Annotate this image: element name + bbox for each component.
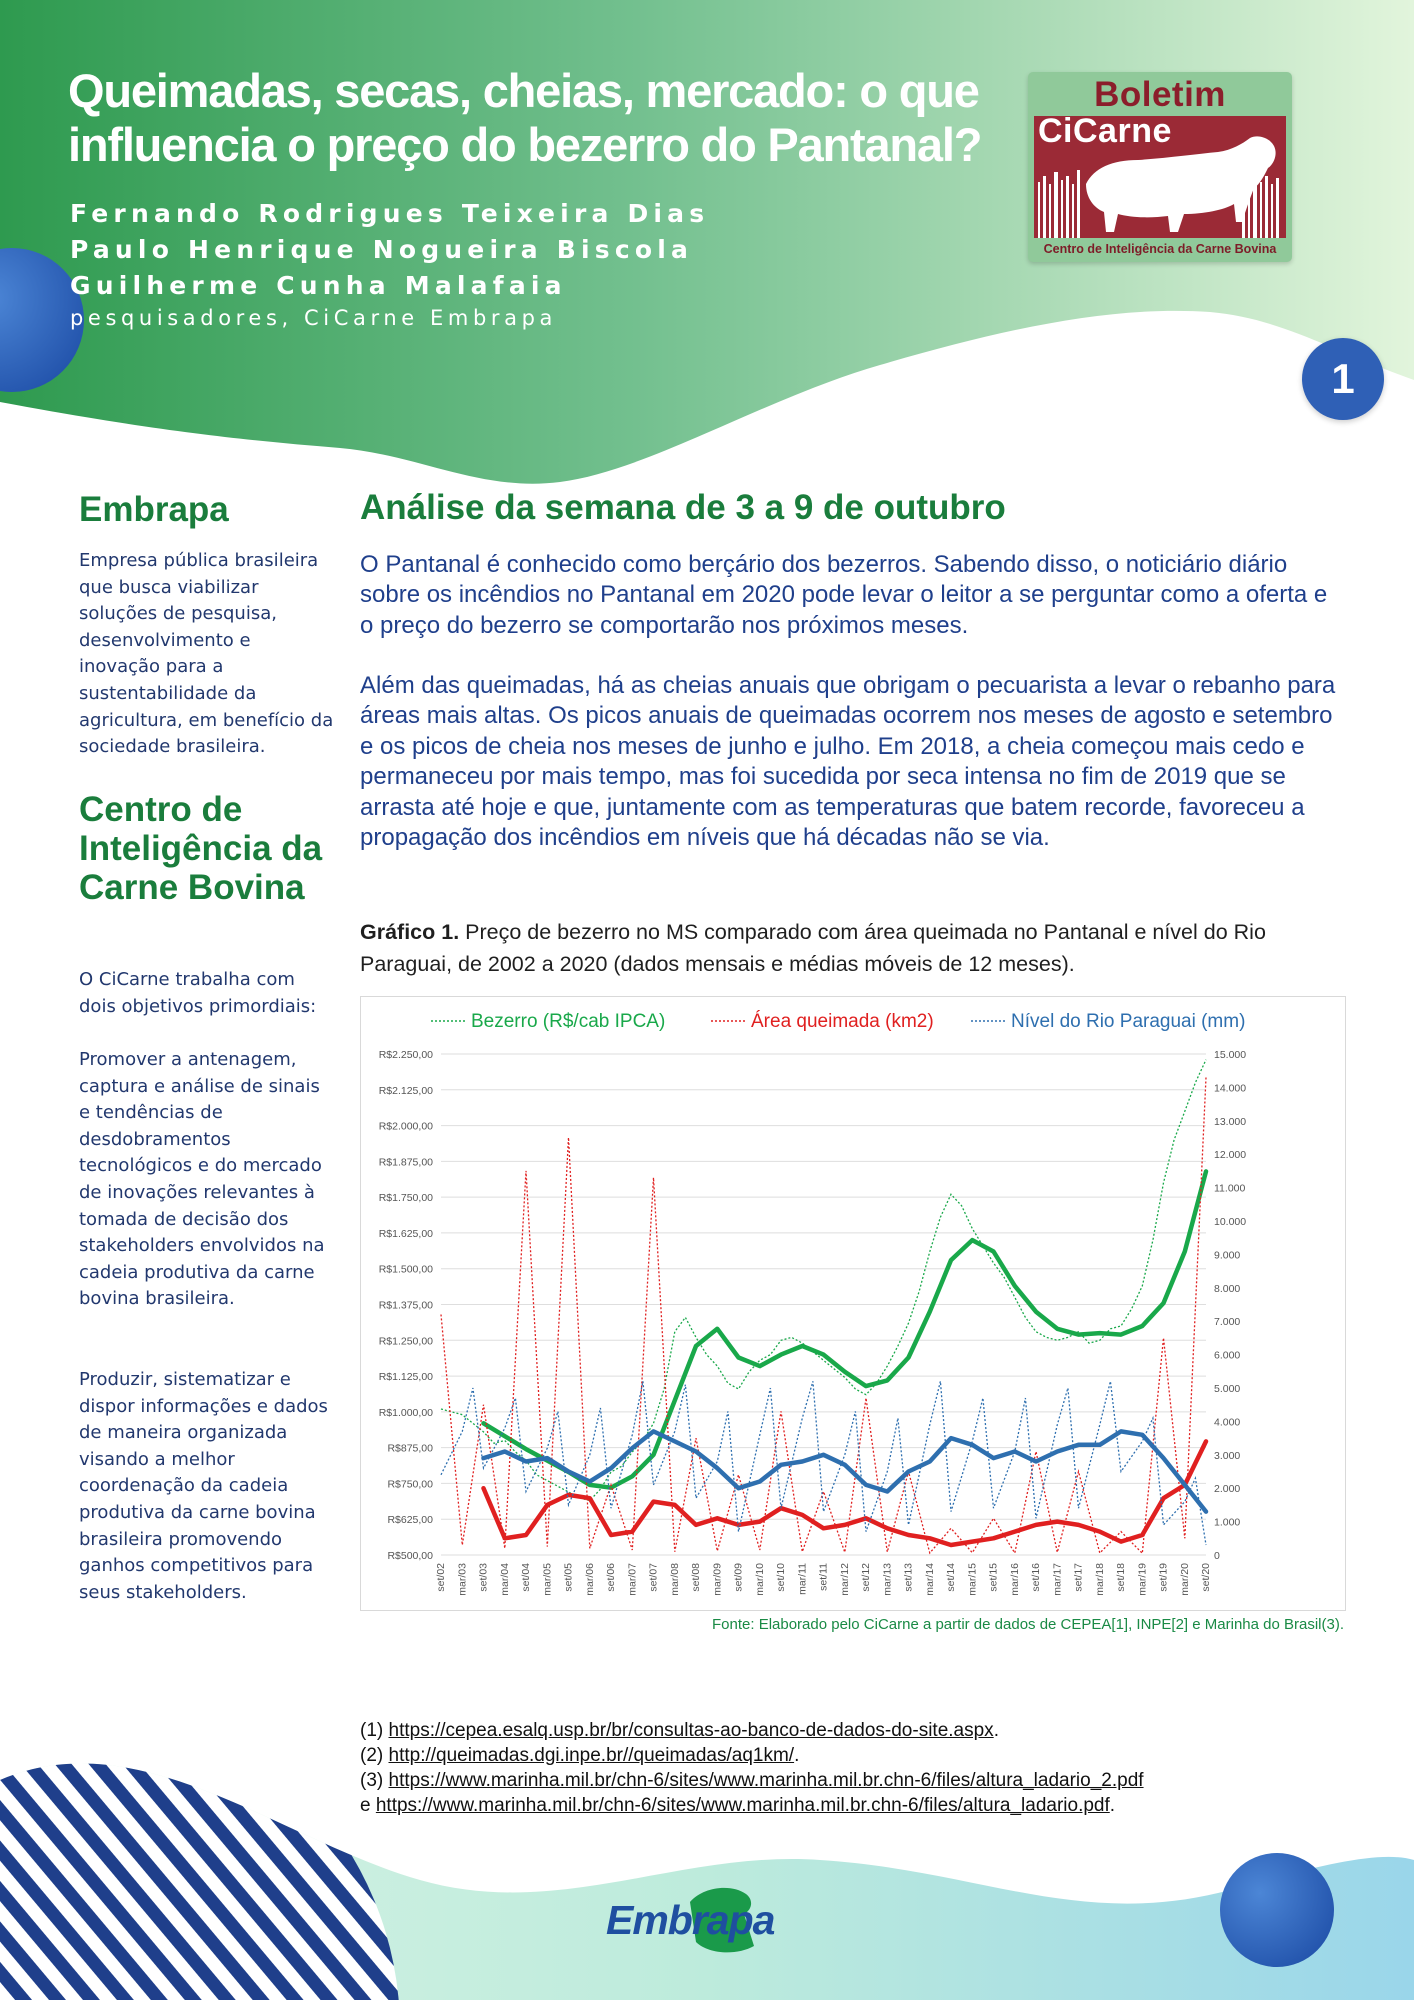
references-list [360, 1718, 1144, 1818]
reference-punctuation: . [993, 1720, 999, 1741]
y-right-tick-label: 0 [1214, 1550, 1220, 1562]
x-tick-label: set/19 [1157, 1563, 1170, 1592]
boletim-cicarne-logo [1028, 72, 1292, 262]
reference-punctuation: . [1109, 1795, 1116, 1816]
reference-link[interactable]: http://queimadas.dgi.inpe.br//queimadas/aq1km/ [388, 1745, 795, 1766]
analysis-heading: Análise da semana de 3 a 9 de outubro [360, 488, 1006, 527]
reference-link[interactable]: https://www.marinha.mil.br/chn-6/sites/www.marinha.mil.br.chn-6/files/altura_ladario_2.pdf [388, 1770, 1144, 1791]
y-right-tick-label: 14.000 [1214, 1082, 1247, 1095]
page-number-badge: 1 [1302, 338, 1384, 420]
y-right-tick-label: 6.000 [1214, 1349, 1241, 1362]
y-right-tick-label: 4.000 [1214, 1416, 1241, 1429]
x-tick-label: set/15 [987, 1563, 1000, 1592]
reference-number: (2) [360, 1745, 389, 1766]
y-left-tick-label: R$625,00 [387, 1514, 433, 1527]
x-tick-label: mar/07 [626, 1563, 639, 1596]
x-tick-label: mar/15 [966, 1563, 979, 1596]
y-left-tick-label: R$1.750,00 [378, 1192, 433, 1205]
x-tick-label: set/13 [902, 1563, 915, 1592]
series-moving-average-line [484, 1171, 1207, 1487]
x-tick-label: set/11 [817, 1563, 830, 1591]
x-tick-label: mar/16 [1008, 1563, 1021, 1596]
y-right-tick-label: 5.000 [1214, 1383, 1241, 1395]
y-left-tick-label: R$1.375,00 [378, 1299, 433, 1312]
x-tick-label: set/05 [562, 1563, 575, 1592]
reference-link[interactable]: https://cepea.esalq.usp.br/br/consultas-ao-banco-de-dados-do-site.aspx [388, 1720, 994, 1741]
sidebar-cicarne-objective-1: Promover a antenagem, captura e análise de sinais e tendências de desdobramentos tecnológicos e do mercado de inovações relevantes à tomada de decisão dos stakeholders envolvidos na cadeia produtiva da carne bovina brasileira. [79, 1049, 325, 1310]
x-tick-label: mar/08 [668, 1563, 681, 1596]
x-tick-label: mar/04 [498, 1563, 511, 1596]
x-tick-label: mar/10 [753, 1563, 766, 1596]
y-left-tick-label: R$2.125,00 [378, 1084, 433, 1097]
author-block [70, 196, 709, 332]
x-tick-label: mar/05 [541, 1563, 554, 1596]
x-tick-label: set/04 [520, 1563, 532, 1592]
analysis-paragraph-2: Além das queimadas, há as cheias anuais que obrigam o pecuarista a levar o rebanho para áreas mais altas. Os picos anuais de queimadas ocorrem nos meses de agosto e setembro e os picos de cheia nos meses de junho e julho. Em 2018, a cheia começou mais cedo e permaneceu por mais tempo, mas foi sucedida por seca intensa no fim de 2019 que se arrasta até hoje e que, juntamente com as temperaturas que batem recorde, favoreceu a propagação dos incêndios em níveis que há décadas não se via. [360, 672, 1336, 852]
x-tick-label: mar/17 [1051, 1563, 1064, 1596]
page-title [68, 64, 1008, 172]
x-tick-label: set/03 [477, 1563, 490, 1592]
reference-punctuation: . [794, 1745, 800, 1766]
reference-number: (3) [360, 1770, 389, 1791]
x-tick-label: set/09 [732, 1563, 745, 1592]
y-right-tick-label: 3.000 [1214, 1449, 1241, 1462]
y-left-tick-label: R$750,00 [387, 1478, 433, 1491]
x-tick-label: set/07 [647, 1563, 660, 1592]
reference-conjunction: e [360, 1795, 376, 1816]
series-monthly-line [441, 1077, 1206, 1553]
reference-item [360, 1743, 1144, 1768]
reference-item [360, 1768, 1144, 1793]
line-chart [361, 997, 1345, 1610]
author-name: Fernando Rodrigues Teixeira Dias [70, 199, 710, 228]
embrapa-logo-text: Embrapa [606, 1897, 775, 1943]
x-tick-label: mar/06 [583, 1563, 596, 1596]
y-left-tick-label: R$2.000,00 [378, 1120, 433, 1133]
sidebar-embrapa-text: Empresa pública brasileira que busca viabilizar soluções de pesquisa, desenvolvimento e inovação para a sustentabilidade da agricultura, em benefício da sociedade brasileira. [79, 550, 334, 758]
x-tick-label: set/14 [945, 1563, 957, 1592]
legend-label: Área queimada (km2) [751, 1011, 934, 1032]
y-left-tick-label: R$500,00 [387, 1550, 433, 1562]
chart-caption [360, 916, 1320, 980]
x-tick-label: mar/14 [923, 1563, 936, 1596]
chart-caption-label: Gráfico 1. [360, 920, 460, 944]
chart-caption-text: Preço de bezerro no MS comparado com área queimada no Pantanal e nível do Rio Paraguai, de 2002 a 2020 (dados mensais e médias móveis de 12 meses). [360, 920, 1266, 976]
y-left-tick-label: R$1.625,00 [378, 1227, 433, 1240]
x-tick-label: mar/18 [1093, 1563, 1106, 1596]
x-tick-label: set/06 [605, 1563, 617, 1592]
x-tick-label: mar/13 [881, 1563, 894, 1596]
sidebar-embrapa-heading: Embrapa [79, 490, 229, 529]
chart-source: Fonte: Elaborado pelo CiCarne a partir de dados de CEPEA[1], INPE[2] e Marinha do Brasil(3). [712, 1616, 1344, 1633]
y-right-tick-label: 1.000 [1214, 1516, 1241, 1529]
y-left-tick-label: R$1.125,00 [378, 1371, 433, 1384]
y-right-tick-label: 15.000 [1214, 1049, 1247, 1061]
x-tick-label: mar/03 [456, 1563, 469, 1596]
y-left-tick-label: R$1.000,00 [378, 1406, 433, 1419]
sidebar-cicarne-objective-2: Produzir, sistematizar e dispor informações e dados de maneira organizada visando a melhor coordenação da cadeia produtiva da carne bovina brasileira promovendo ganhos competitivos para seus stakeholders. [79, 1369, 328, 1603]
series-moving-average-line [484, 1441, 1207, 1545]
x-tick-label: set/20 [1200, 1563, 1212, 1592]
x-tick-label: set/10 [775, 1563, 787, 1592]
analysis-paragraph-1: O Pantanal é conhecido como berçário dos bezerros. Sabendo disso, o noticiário diário sobre os incêndios no Pantanal em 2020 pode levar o leitor a se perguntar como a oferta e o preço do bezerro se comportarão nos próximos meses. [360, 551, 1328, 639]
x-tick-label: mar/11 [796, 1563, 809, 1595]
y-right-tick-label: 12.000 [1214, 1149, 1247, 1162]
y-left-tick-label: R$1.250,00 [378, 1335, 433, 1348]
y-right-tick-label: 13.000 [1214, 1115, 1247, 1128]
y-left-tick-label: R$875,00 [387, 1442, 433, 1455]
y-right-tick-label: 8.000 [1214, 1282, 1241, 1295]
y-left-tick-label: R$2.250,00 [378, 1049, 433, 1061]
y-right-tick-label: 9.000 [1214, 1249, 1241, 1262]
reference-item [360, 1718, 1144, 1743]
legend-label: Nível do Rio Paraguai (mm) [1011, 1011, 1246, 1032]
title-line-1: Queimadas, secas, cheias, mercado: o que [68, 64, 979, 117]
y-left-tick-label: R$1.500,00 [378, 1263, 433, 1276]
y-right-tick-label: 7.000 [1214, 1316, 1241, 1329]
y-right-tick-label: 11.000 [1214, 1182, 1246, 1195]
logo-subtitle: Centro de Inteligência da Carne Bovina [1043, 242, 1277, 256]
x-tick-label: mar/12 [838, 1563, 851, 1596]
chart-container [360, 996, 1346, 1611]
title-line-2: influencia o preço do bezerro do Pantanal? [68, 118, 982, 171]
embrapa-logo [604, 1880, 789, 1960]
reference-item [360, 1793, 1144, 1818]
y-right-tick-label: 2.000 [1214, 1483, 1241, 1496]
x-tick-label: set/16 [1030, 1563, 1042, 1592]
author-role: pesquisadores, CiCarne Embrapa [70, 306, 557, 330]
reference-number: (1) [360, 1720, 389, 1741]
author-name: Guilherme Cunha Malafaia [70, 271, 567, 300]
x-tick-label: mar/20 [1178, 1563, 1191, 1596]
sidebar-cicarne-heading: Centro de Inteligência da Carne Bovina [79, 790, 323, 907]
y-right-tick-label: 10.000 [1214, 1216, 1247, 1228]
y-left-tick-label: R$1.875,00 [378, 1156, 433, 1169]
sidebar-cicarne-intro: O CiCarne trabalha com dois objetivos primordiais: [79, 969, 317, 1017]
x-tick-label: set/17 [1072, 1563, 1085, 1592]
x-tick-label: mar/19 [1136, 1563, 1149, 1596]
x-tick-label: mar/09 [711, 1563, 724, 1596]
logo-boletim-text: Boletim [1094, 75, 1226, 114]
reference-link[interactable]: https://www.marinha.mil.br/chn-6/sites/www.marinha.mil.br.chn-6/files/altura_ladario.pdf [375, 1795, 1110, 1816]
x-tick-label: set/12 [860, 1563, 872, 1592]
author-name: Paulo Henrique Nogueira Biscola [70, 235, 694, 264]
legend-label: Bezerro (R$/cab IPCA) [471, 1011, 666, 1032]
logo-cicarne-text: CiCarne [1038, 112, 1172, 150]
x-tick-label: set/18 [1115, 1563, 1127, 1592]
x-tick-label: set/02 [435, 1563, 447, 1592]
x-tick-label: set/08 [690, 1563, 702, 1592]
